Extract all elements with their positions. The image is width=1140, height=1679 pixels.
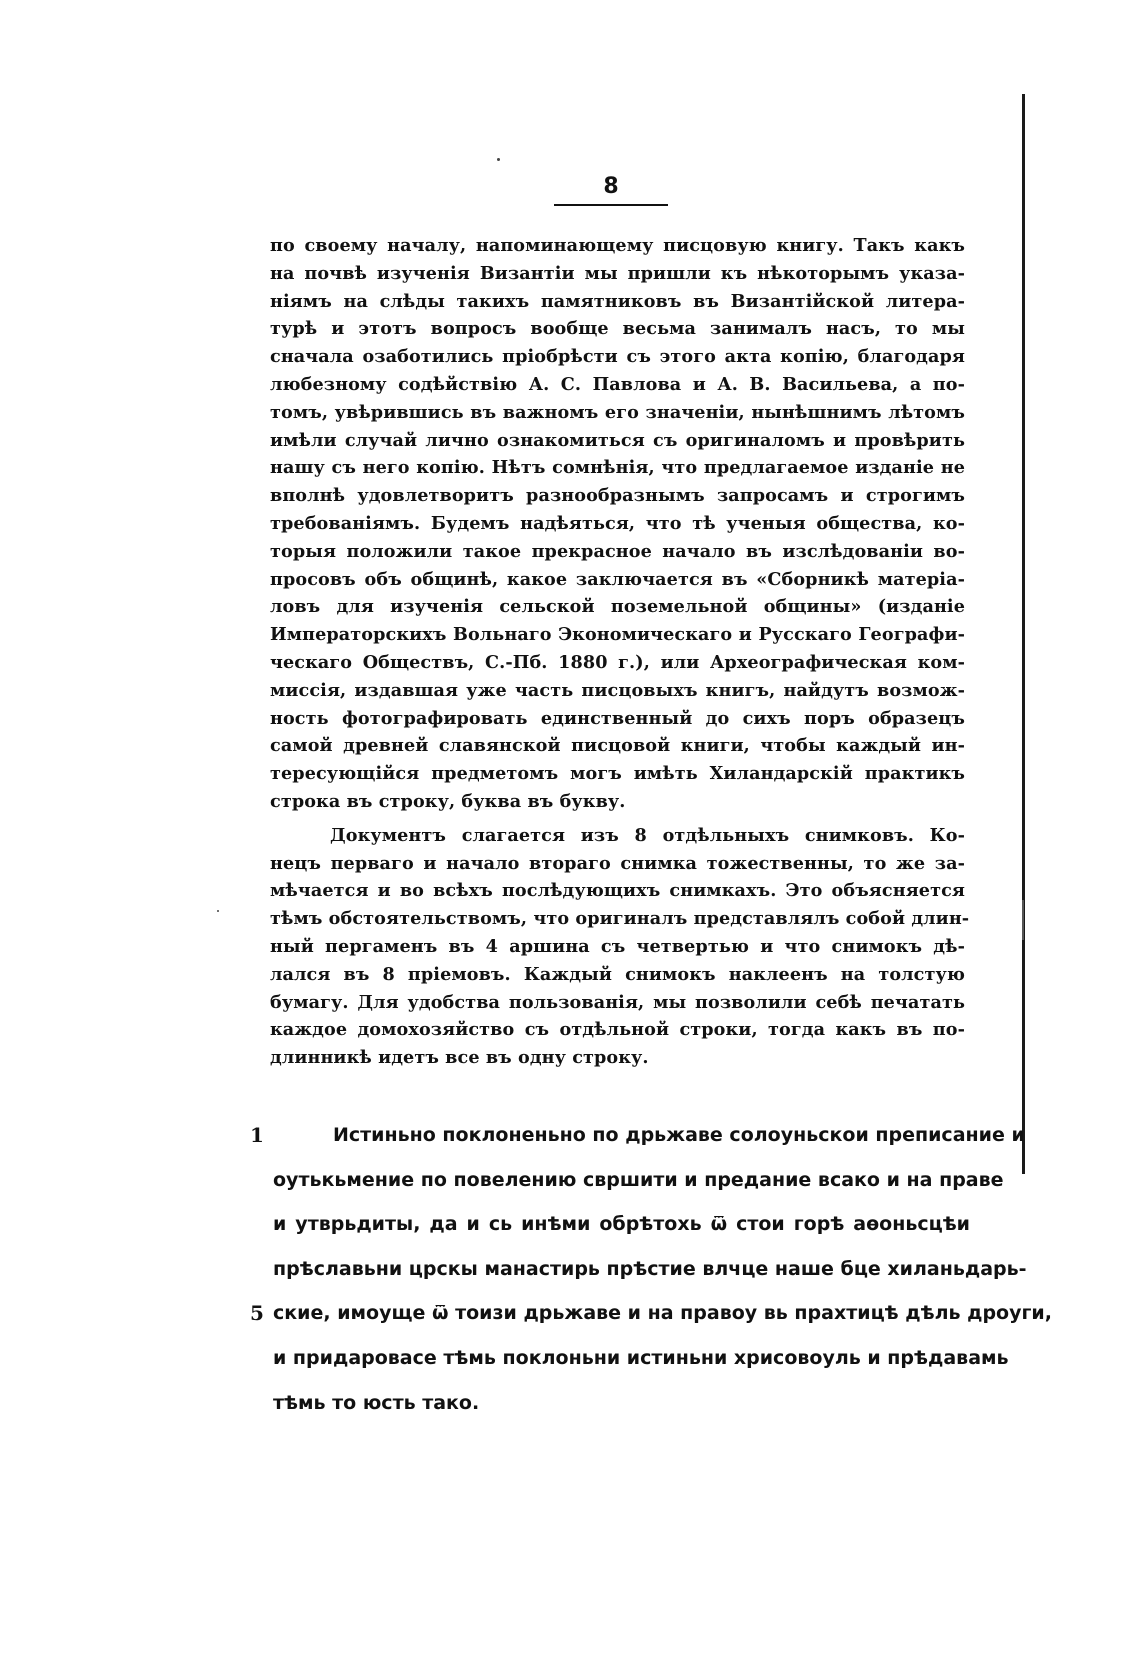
old-slavonic-excerpt: [250, 1113, 1052, 1425]
text-line: строка въ строку, буква въ букву.: [270, 790, 626, 812]
text-line: ніямъ на слѣды такихъ памятниковъ въ Византійской литера-: [270, 290, 965, 312]
text-line: ный пергаменъ въ 4 аршина съ четвертью и что снимокъ дѣ-: [270, 935, 965, 957]
text-line: лался въ 8 пріемовъ. Каждый снимокъ наклеенъ на толстую: [270, 963, 965, 985]
text-line: Документъ слагается изъ 8 отдѣльныхъ снимковъ. Ко-: [330, 824, 965, 846]
text-line: ловъ для изученія сельской поземельной общины» (изданіе: [270, 596, 965, 618]
text-line: имѣли случай лично ознакомиться съ оригиналомъ и провѣрить: [270, 429, 965, 451]
text-line: бумагу. Для удобства пользованія, мы позволили себѣ печатать: [270, 991, 965, 1013]
excerpt-line: и утврьдиты, да и сь инѣми обрѣтохь ѿ стои горѣ аѳоньсцѣи: [273, 1213, 970, 1236]
excerpt-line-text: Истиньно поклоненьно по дрьжаве солоуньскои преписание и: [333, 1124, 1025, 1146]
excerpt-line-text: ские, имоуще ѿ тоизи дрьжаве и на правоу вь прахтицѣ дѣль дроуги,: [273, 1302, 1052, 1325]
scan-edge-mark: [1022, 900, 1024, 940]
text-line: сначала озаботились пріобрѣсти съ этого акта копію, благодаря: [270, 346, 965, 368]
excerpt-line: оутькьмение по повелению свршити и предание всако и на праве: [273, 1168, 1004, 1191]
page-number-rule: [554, 204, 668, 206]
body-text: [270, 232, 970, 1072]
text-line: на почвѣ изученія Византіи мы пришли къ нѣкоторымъ указа-: [270, 262, 965, 284]
scan-speck: [497, 158, 500, 161]
line-number: 5: [250, 1301, 264, 1326]
text-line: нецъ перваго и начало втораго снимка тожественны, то же за-: [270, 852, 965, 874]
text-line: просовъ объ общинѣ, какое заключается въ «Сборникѣ матеріа-: [270, 568, 965, 590]
text-line: длинникѣ идетъ все въ одну строку.: [270, 1047, 649, 1069]
text-line: мѣчается и во всѣхъ послѣдующихъ снимкахъ. Это объясняется: [270, 880, 965, 902]
text-line: ность фотографировать единственный до сихъ поръ образецъ: [270, 707, 965, 729]
text-line: любезному содѣйствію А. С. Павлова и А. В. Васильева, а по-: [270, 373, 965, 395]
text-line: тересующійся предметомъ могъ имѣть Хиландарскій практикъ: [270, 763, 965, 785]
excerpt-line: [250, 1113, 1025, 1158]
text-line: самой древней славянской писцовой книги, чтобы каждый ин-: [270, 735, 965, 757]
text-line: ческаго Обществъ, С.-Пб. 1880 г.), или Археографическая ком-: [270, 651, 965, 673]
text-line: требованіямъ. Будемъ надѣяться, что тѣ ученыя общества, ко-: [270, 512, 965, 534]
text-line: вполнѣ удовлетворитъ разнообразнымъ запросамъ и строгимъ: [270, 485, 965, 507]
text-line: томъ, увѣрившись въ важномъ его значеніи, нынѣшнимъ лѣтомъ: [270, 401, 965, 423]
page-number: 8: [603, 174, 619, 199]
line-number: 1: [250, 1123, 264, 1147]
scan-edge-rule: [1022, 94, 1025, 1174]
excerpt-line: [250, 1291, 1052, 1336]
excerpt-line: тѣмь то юсть тако.: [273, 1391, 480, 1414]
excerpt-line: прѣславьни црскы манастирь прѣстие влчце наше бце хиланьдарь-: [273, 1257, 1027, 1280]
text-line: турѣ и этотъ вопросъ вообще весьма занималъ насъ, то мы: [270, 318, 965, 340]
excerpt-line: и придаровасе тѣмь поклоньни истиньни хрисовоуль и прѣдавамь: [273, 1346, 1009, 1369]
text-line: каждое домохозяйство съ отдѣльной строки, тогда какъ въ по-: [270, 1019, 965, 1041]
text-line: торыя положили такое прекрасное начало въ изслѣдованіи во-: [270, 540, 965, 562]
text-line: нашу съ него копію. Нѣтъ сомнѣнія, что предлагаемое изданіе не: [270, 457, 965, 479]
text-line: миссія, издавшая уже часть писцовыхъ книгъ, найдутъ возмож-: [270, 679, 965, 701]
text-line: по своему началу, напоминающему писцовую книгу. Такъ какъ: [270, 235, 965, 256]
scan-speck: [217, 910, 219, 912]
text-line: Императорскихъ Вольнаго Экономическаго и Русскаго Географи-: [270, 624, 965, 646]
text-line: тѣмъ обстоятельствомъ, что оригиналъ представлялъ собой длин-: [270, 908, 970, 930]
